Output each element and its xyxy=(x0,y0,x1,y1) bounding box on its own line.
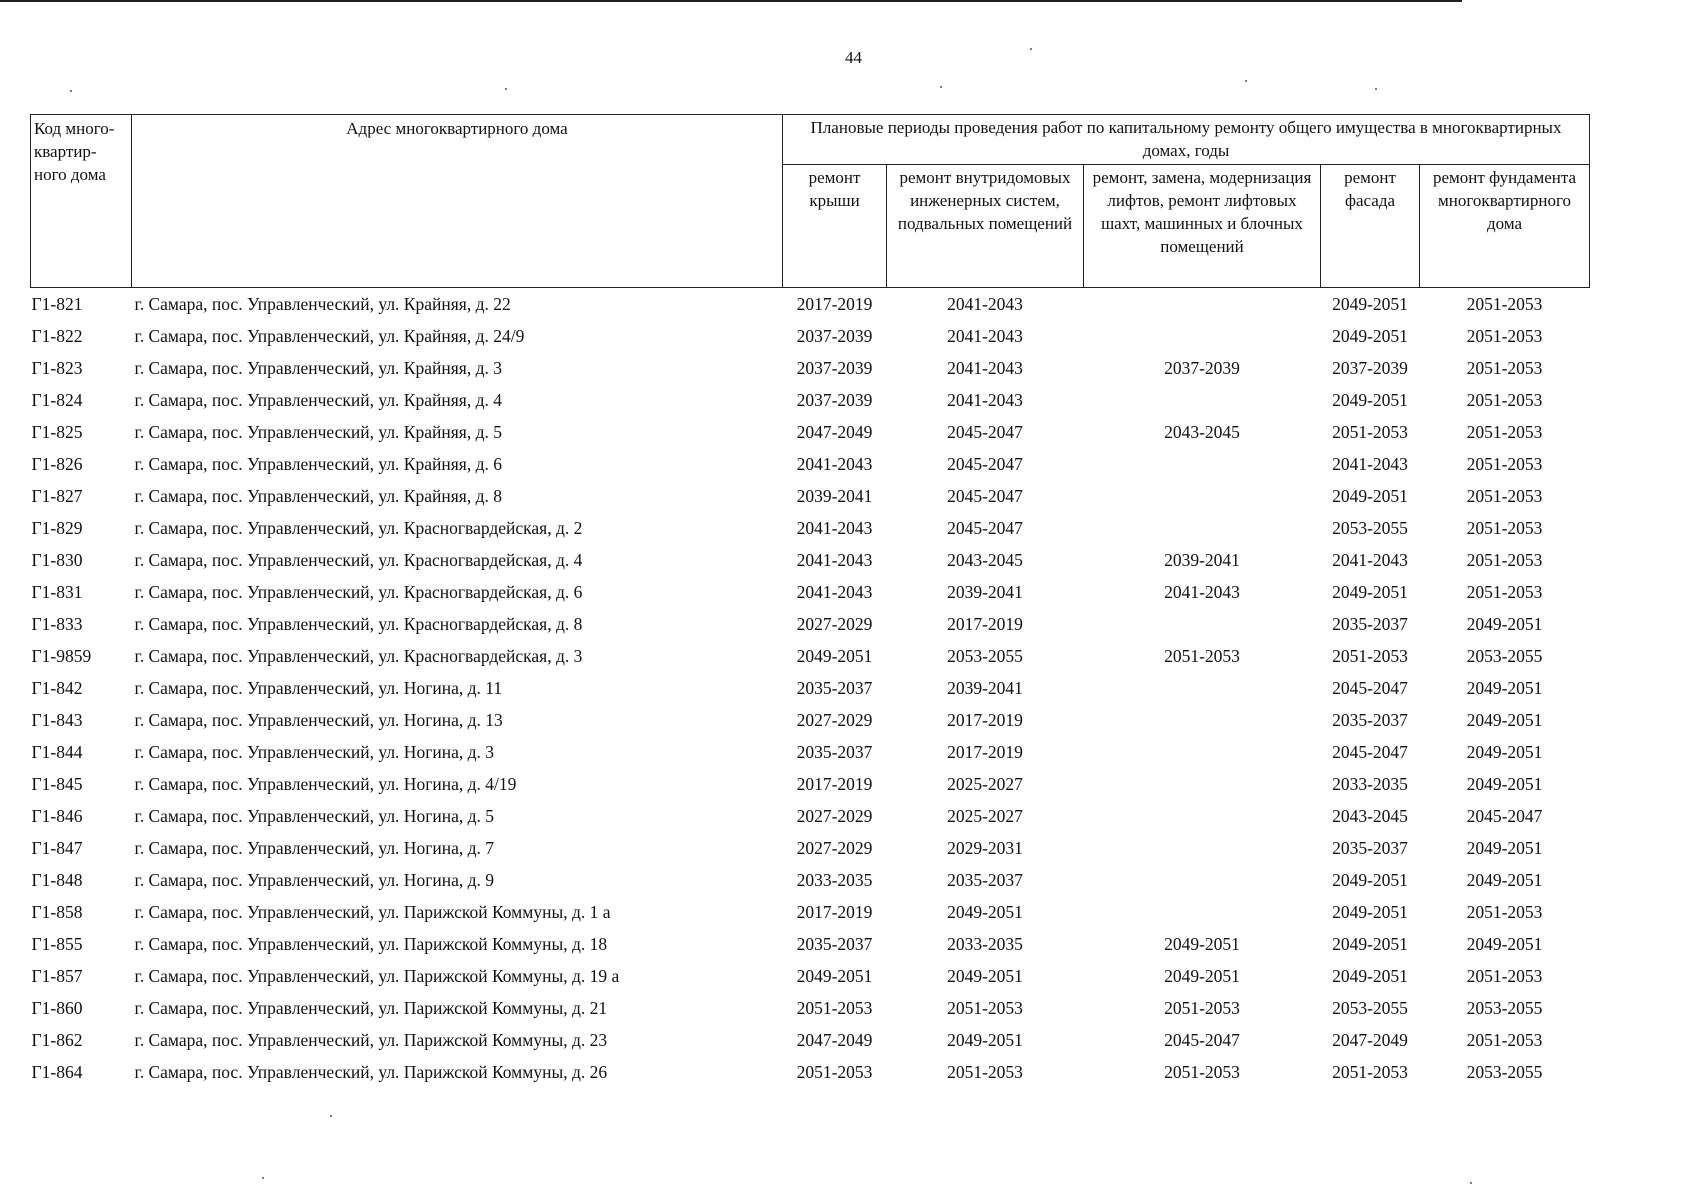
cell-foundation-period: 2051-2053 xyxy=(1466,518,1543,538)
cell-foundation-period: 2051-2053 xyxy=(1466,390,1543,410)
cell-engineering-period: 2043-2045 xyxy=(947,550,1023,570)
cell-roof-period: 2051-2053 xyxy=(796,998,873,1018)
cell-roof-period: 2039-2041 xyxy=(796,486,873,506)
cell-lift-period: 2039-2041 xyxy=(1164,550,1240,570)
cell-address: г. Самара, пос. Управленческий, ул. Красногвардейская, д. 6 xyxy=(134,582,583,602)
cell-address: г. Самара, пос. Управленческий, ул. Крайняя, д. 24/9 xyxy=(134,326,525,346)
cell-lift-period xyxy=(1084,608,1321,640)
cell-building-code: Г1-823 xyxy=(31,358,83,378)
cell-address: г. Самара, пос. Управленческий, ул. Ногина, д. 3 xyxy=(134,742,495,762)
table-row xyxy=(31,608,1590,640)
cell-facade-period: 2041-2043 xyxy=(1332,550,1408,570)
cell-building-code: Г1-844 xyxy=(31,742,83,762)
cell-engineering-period: 2049-2051 xyxy=(947,1030,1023,1050)
table-row xyxy=(31,992,1590,1024)
cell-facade-period: 2035-2037 xyxy=(1332,838,1408,858)
table-row xyxy=(31,1024,1590,1056)
cell-facade-period: 2035-2037 xyxy=(1332,710,1408,730)
cell-engineering-period: 2025-2027 xyxy=(947,806,1023,826)
cell-engineering-period: 2033-2035 xyxy=(947,934,1023,954)
cell-building-code: Г1-9859 xyxy=(31,646,92,666)
table-row xyxy=(31,544,1590,576)
cell-address: г. Самара, пос. Управленческий, ул. Крайняя, д. 5 xyxy=(134,422,502,442)
cell-lift-period xyxy=(1084,736,1321,768)
cell-roof-period: 2049-2051 xyxy=(796,646,873,666)
cell-foundation-period: 2049-2051 xyxy=(1466,934,1543,954)
cell-roof-period: 2047-2049 xyxy=(796,1030,873,1050)
cell-roof-period: 2051-2053 xyxy=(796,1062,873,1082)
cell-building-code: Г1-829 xyxy=(31,518,83,538)
cell-facade-period: 2049-2051 xyxy=(1332,870,1408,890)
cell-roof-period: 2037-2039 xyxy=(796,358,873,378)
cell-engineering-period: 2041-2043 xyxy=(947,294,1023,314)
cell-lift-period: 2045-2047 xyxy=(1164,1030,1240,1050)
table-row xyxy=(31,736,1590,768)
scan-speck xyxy=(505,88,507,90)
cell-engineering-period: 2051-2053 xyxy=(947,998,1023,1018)
table-row xyxy=(31,960,1590,992)
cell-facade-period: 2047-2049 xyxy=(1332,1030,1408,1050)
cell-building-code: Г1-847 xyxy=(31,838,83,858)
cell-building-code: Г1-845 xyxy=(31,774,83,794)
cell-foundation-period: 2049-2051 xyxy=(1466,838,1543,858)
cell-engineering-period: 2041-2043 xyxy=(947,358,1023,378)
cell-lift-period xyxy=(1084,704,1321,736)
cell-building-code: Г1-821 xyxy=(31,294,83,314)
cell-roof-period: 2037-2039 xyxy=(796,326,873,346)
header-lift-repair: ремонт, замена, модернизация лифтов, ремонт лифтовых шахт, машинных и блочных помещений xyxy=(1084,165,1321,288)
cell-engineering-period: 2029-2031 xyxy=(947,838,1023,858)
cell-address: г. Самара, пос. Управленческий, ул. Парижской Коммуны, д. 23 xyxy=(134,1030,608,1050)
cell-foundation-period: 2049-2051 xyxy=(1466,742,1543,762)
table-row xyxy=(31,384,1590,416)
header-planned-periods: Плановые периоды проведения работ по капитальному ремонту общего имущества в многоквартирных домах, годы xyxy=(783,115,1590,165)
cell-engineering-period: 2053-2055 xyxy=(947,646,1023,666)
cell-lift-period: 2043-2045 xyxy=(1164,422,1240,442)
cell-foundation-period: 2051-2053 xyxy=(1466,1030,1543,1050)
cell-lift-period xyxy=(1084,384,1321,416)
cell-engineering-period: 2035-2037 xyxy=(947,870,1023,890)
cell-address: г. Самара, пос. Управленческий, ул. Ногина, д. 11 xyxy=(134,678,503,698)
cell-lift-period: 2051-2053 xyxy=(1164,1062,1240,1082)
cell-foundation-period: 2051-2053 xyxy=(1466,358,1543,378)
cell-lift-period: 2049-2051 xyxy=(1164,966,1240,986)
cell-engineering-period: 2025-2027 xyxy=(947,774,1023,794)
cell-foundation-period: 2051-2053 xyxy=(1466,966,1543,986)
cell-lift-period: 2051-2053 xyxy=(1164,646,1240,666)
cell-building-code: Г1-855 xyxy=(31,934,83,954)
cell-engineering-period: 2017-2019 xyxy=(947,742,1023,762)
table-row xyxy=(31,320,1590,352)
cell-lift-period xyxy=(1084,768,1321,800)
cell-lift-period: 2041-2043 xyxy=(1164,582,1240,602)
cell-building-code: Г1-864 xyxy=(31,1062,83,1082)
cell-address: г. Самара, пос. Управленческий, ул. Красногвардейская, д. 2 xyxy=(134,518,583,538)
capital-repair-schedule-table xyxy=(30,114,1590,1088)
cell-building-code: Г1-846 xyxy=(31,806,83,826)
cell-foundation-period: 2051-2053 xyxy=(1466,486,1543,506)
cell-building-code: Г1-862 xyxy=(31,1030,83,1050)
cell-foundation-period: 2051-2053 xyxy=(1466,550,1543,570)
cell-lift-period xyxy=(1084,832,1321,864)
cell-address: г. Самара, пос. Управленческий, ул. Красногвардейская, д. 8 xyxy=(134,614,583,634)
header-roof-repair: ремонт крыши xyxy=(783,165,887,288)
cell-building-code: Г1-860 xyxy=(31,998,83,1018)
cell-facade-period: 2051-2053 xyxy=(1332,1062,1408,1082)
cell-roof-period: 2049-2051 xyxy=(796,966,873,986)
cell-roof-period: 2035-2037 xyxy=(796,742,873,762)
cell-foundation-period: 2053-2055 xyxy=(1466,1062,1543,1082)
cell-building-code: Г1-830 xyxy=(31,550,83,570)
table-row xyxy=(31,928,1590,960)
cell-building-code: Г1-858 xyxy=(31,902,83,922)
cell-foundation-period: 2051-2053 xyxy=(1466,582,1543,602)
scan-speck xyxy=(262,1177,264,1179)
cell-roof-period: 2041-2043 xyxy=(796,550,873,570)
cell-building-code: Г1-843 xyxy=(31,710,83,730)
cell-address: г. Самара, пос. Управленческий, ул. Крайняя, д. 3 xyxy=(134,358,502,378)
cell-lift-period xyxy=(1084,448,1321,480)
cell-roof-period: 2017-2019 xyxy=(796,774,873,794)
cell-foundation-period: 2051-2053 xyxy=(1466,422,1543,442)
cell-roof-period: 2041-2043 xyxy=(796,518,873,538)
cell-address: г. Самара, пос. Управленческий, ул. Крайняя, д. 22 xyxy=(134,294,511,314)
cell-roof-period: 2027-2029 xyxy=(796,710,873,730)
cell-foundation-period: 2049-2051 xyxy=(1466,870,1543,890)
table-row xyxy=(31,352,1590,384)
cell-facade-period: 2041-2043 xyxy=(1332,454,1408,474)
cell-facade-period: 2053-2055 xyxy=(1332,998,1408,1018)
cell-address: г. Самара, пос. Управленческий, ул. Парижской Коммуны, д. 26 xyxy=(134,1062,608,1082)
scan-speck xyxy=(330,1115,332,1117)
top-border-line xyxy=(0,0,1462,2)
scan-speck xyxy=(1470,1182,1472,1184)
cell-address: г. Самара, пос. Управленческий, ул. Парижской Коммуны, д. 18 xyxy=(134,934,608,954)
cell-address: г. Самара, пос. Управленческий, ул. Красногвардейская, д. 4 xyxy=(134,550,583,570)
cell-building-code: Г1-827 xyxy=(31,486,83,506)
table-row xyxy=(31,768,1590,800)
cell-engineering-period: 2041-2043 xyxy=(947,326,1023,346)
cell-roof-period: 2017-2019 xyxy=(796,902,873,922)
cell-engineering-period: 2041-2043 xyxy=(947,390,1023,410)
cell-building-code: Г1-857 xyxy=(31,966,83,986)
table-row xyxy=(31,1056,1590,1088)
cell-lift-period xyxy=(1084,864,1321,896)
cell-foundation-period: 2053-2055 xyxy=(1466,646,1543,666)
cell-address: г. Самара, пос. Управленческий, ул. Парижской Коммуны, д. 19 а xyxy=(134,966,620,986)
table-row xyxy=(31,416,1590,448)
cell-engineering-period: 2045-2047 xyxy=(947,518,1023,538)
cell-lift-period xyxy=(1084,288,1321,321)
cell-roof-period: 2037-2039 xyxy=(796,390,873,410)
cell-foundation-period: 2045-2047 xyxy=(1466,806,1543,826)
header-facade-repair: ремонт фасада xyxy=(1321,165,1420,288)
cell-roof-period: 2041-2043 xyxy=(796,454,873,474)
cell-facade-period: 2049-2051 xyxy=(1332,582,1408,602)
cell-building-code: Г1-848 xyxy=(31,870,83,890)
table-row xyxy=(31,640,1590,672)
cell-lift-period xyxy=(1084,896,1321,928)
cell-facade-period: 2049-2051 xyxy=(1332,486,1408,506)
cell-roof-period: 2027-2029 xyxy=(796,838,873,858)
cell-address: г. Самара, пос. Управленческий, ул. Ногина, д. 9 xyxy=(134,870,495,890)
cell-building-code: Г1-825 xyxy=(31,422,83,442)
cell-foundation-period: 2051-2053 xyxy=(1466,902,1543,922)
cell-roof-period: 2027-2029 xyxy=(796,806,873,826)
cell-address: г. Самара, пос. Управленческий, ул. Ногина, д. 4/19 xyxy=(134,774,517,794)
cell-address: г. Самара, пос. Управленческий, ул. Красногвардейская, д. 3 xyxy=(134,646,583,666)
cell-engineering-period: 2039-2041 xyxy=(947,582,1023,602)
header-building-code: Код много-квартир-ного дома xyxy=(31,115,132,288)
cell-lift-period xyxy=(1084,480,1321,512)
cell-foundation-period: 2049-2051 xyxy=(1466,710,1543,730)
cell-roof-period: 2035-2037 xyxy=(796,934,873,954)
cell-facade-period: 2049-2051 xyxy=(1332,902,1408,922)
table-row xyxy=(31,512,1590,544)
cell-roof-period: 2035-2037 xyxy=(796,678,873,698)
cell-roof-period: 2017-2019 xyxy=(796,294,873,314)
cell-facade-period: 2033-2035 xyxy=(1332,774,1408,794)
table-row xyxy=(31,576,1590,608)
cell-roof-period: 2041-2043 xyxy=(796,582,873,602)
table-row xyxy=(31,448,1590,480)
cell-address: г. Самара, пос. Управленческий, ул. Ногина, д. 5 xyxy=(134,806,495,826)
cell-foundation-period: 2049-2051 xyxy=(1466,774,1543,794)
cell-roof-period: 2047-2049 xyxy=(796,422,873,442)
scan-speck xyxy=(940,86,942,88)
cell-facade-period: 2049-2051 xyxy=(1332,966,1408,986)
scan-speck xyxy=(1375,88,1377,90)
cell-facade-period: 2045-2047 xyxy=(1332,678,1408,698)
cell-address: г. Самара, пос. Управленческий, ул. Парижской Коммуны, д. 21 xyxy=(134,998,608,1018)
cell-building-code: Г1-833 xyxy=(31,614,83,634)
cell-facade-period: 2049-2051 xyxy=(1332,294,1408,314)
cell-foundation-period: 2049-2051 xyxy=(1466,678,1543,698)
cell-facade-period: 2051-2053 xyxy=(1332,422,1408,442)
cell-facade-period: 2049-2051 xyxy=(1332,390,1408,410)
table-row xyxy=(31,672,1590,704)
cell-lift-period: 2037-2039 xyxy=(1164,358,1240,378)
table-row xyxy=(31,800,1590,832)
cell-roof-period: 2027-2029 xyxy=(796,614,873,634)
page-number: 44 xyxy=(845,48,862,67)
cell-facade-period: 2051-2053 xyxy=(1332,646,1408,666)
cell-engineering-period: 2049-2051 xyxy=(947,902,1023,922)
table-row xyxy=(31,896,1590,928)
header-engineering-repair: ремонт внутридомовых инженерных систем, подвальных помещений xyxy=(887,165,1084,288)
cell-building-code: Г1-826 xyxy=(31,454,83,474)
cell-foundation-period: 2051-2053 xyxy=(1466,326,1543,346)
cell-building-code: Г1-822 xyxy=(31,326,83,346)
table-row xyxy=(31,864,1590,896)
header-address: Адрес многоквартирного дома xyxy=(132,115,783,288)
cell-lift-period xyxy=(1084,800,1321,832)
table-row xyxy=(31,480,1590,512)
cell-foundation-period: 2049-2051 xyxy=(1466,614,1543,634)
cell-address: г. Самара, пос. Управленческий, ул. Ногина, д. 13 xyxy=(134,710,503,730)
cell-address: г. Самара, пос. Управленческий, ул. Крайняя, д. 4 xyxy=(134,390,502,410)
cell-building-code: Г1-831 xyxy=(31,582,83,602)
cell-facade-period: 2043-2045 xyxy=(1332,806,1408,826)
cell-lift-period xyxy=(1084,320,1321,352)
cell-engineering-period: 2051-2053 xyxy=(947,1062,1023,1082)
cell-facade-period: 2035-2037 xyxy=(1332,614,1408,634)
cell-lift-period: 2049-2051 xyxy=(1164,934,1240,954)
cell-lift-period xyxy=(1084,672,1321,704)
table-row xyxy=(31,704,1590,736)
scan-speck xyxy=(1245,80,1247,82)
cell-engineering-period: 2017-2019 xyxy=(947,614,1023,634)
scan-speck xyxy=(1030,48,1032,50)
cell-facade-period: 2049-2051 xyxy=(1332,326,1408,346)
cell-facade-period: 2049-2051 xyxy=(1332,934,1408,954)
cell-engineering-period: 2045-2047 xyxy=(947,486,1023,506)
cell-lift-period: 2051-2053 xyxy=(1164,998,1240,1018)
table-row xyxy=(31,832,1590,864)
cell-foundation-period: 2051-2053 xyxy=(1466,294,1543,314)
cell-engineering-period: 2045-2047 xyxy=(947,422,1023,442)
cell-address: г. Самара, пос. Управленческий, ул. Ногина, д. 7 xyxy=(134,838,495,858)
cell-facade-period: 2045-2047 xyxy=(1332,742,1408,762)
cell-facade-period: 2053-2055 xyxy=(1332,518,1408,538)
header-foundation-repair: ремонт фундамента многоквартирного дома xyxy=(1420,165,1590,288)
cell-facade-period: 2037-2039 xyxy=(1332,358,1408,378)
cell-foundation-period: 2051-2053 xyxy=(1466,454,1543,474)
cell-engineering-period: 2045-2047 xyxy=(947,454,1023,474)
cell-address: г. Самара, пос. Управленческий, ул. Парижской Коммуны, д. 1 а xyxy=(134,902,611,922)
table-row xyxy=(31,288,1590,321)
cell-building-code: Г1-824 xyxy=(31,390,83,410)
cell-engineering-period: 2017-2019 xyxy=(947,710,1023,730)
cell-engineering-period: 2049-2051 xyxy=(947,966,1023,986)
cell-address: г. Самара, пос. Управленческий, ул. Крайняя, д. 6 xyxy=(134,454,502,474)
cell-foundation-period: 2053-2055 xyxy=(1466,998,1543,1018)
cell-engineering-period: 2039-2041 xyxy=(947,678,1023,698)
cell-roof-period: 2033-2035 xyxy=(796,870,873,890)
cell-lift-period xyxy=(1084,512,1321,544)
scan-speck xyxy=(70,90,72,92)
cell-building-code: Г1-842 xyxy=(31,678,83,698)
cell-address: г. Самара, пос. Управленческий, ул. Крайняя, д. 8 xyxy=(134,486,502,506)
